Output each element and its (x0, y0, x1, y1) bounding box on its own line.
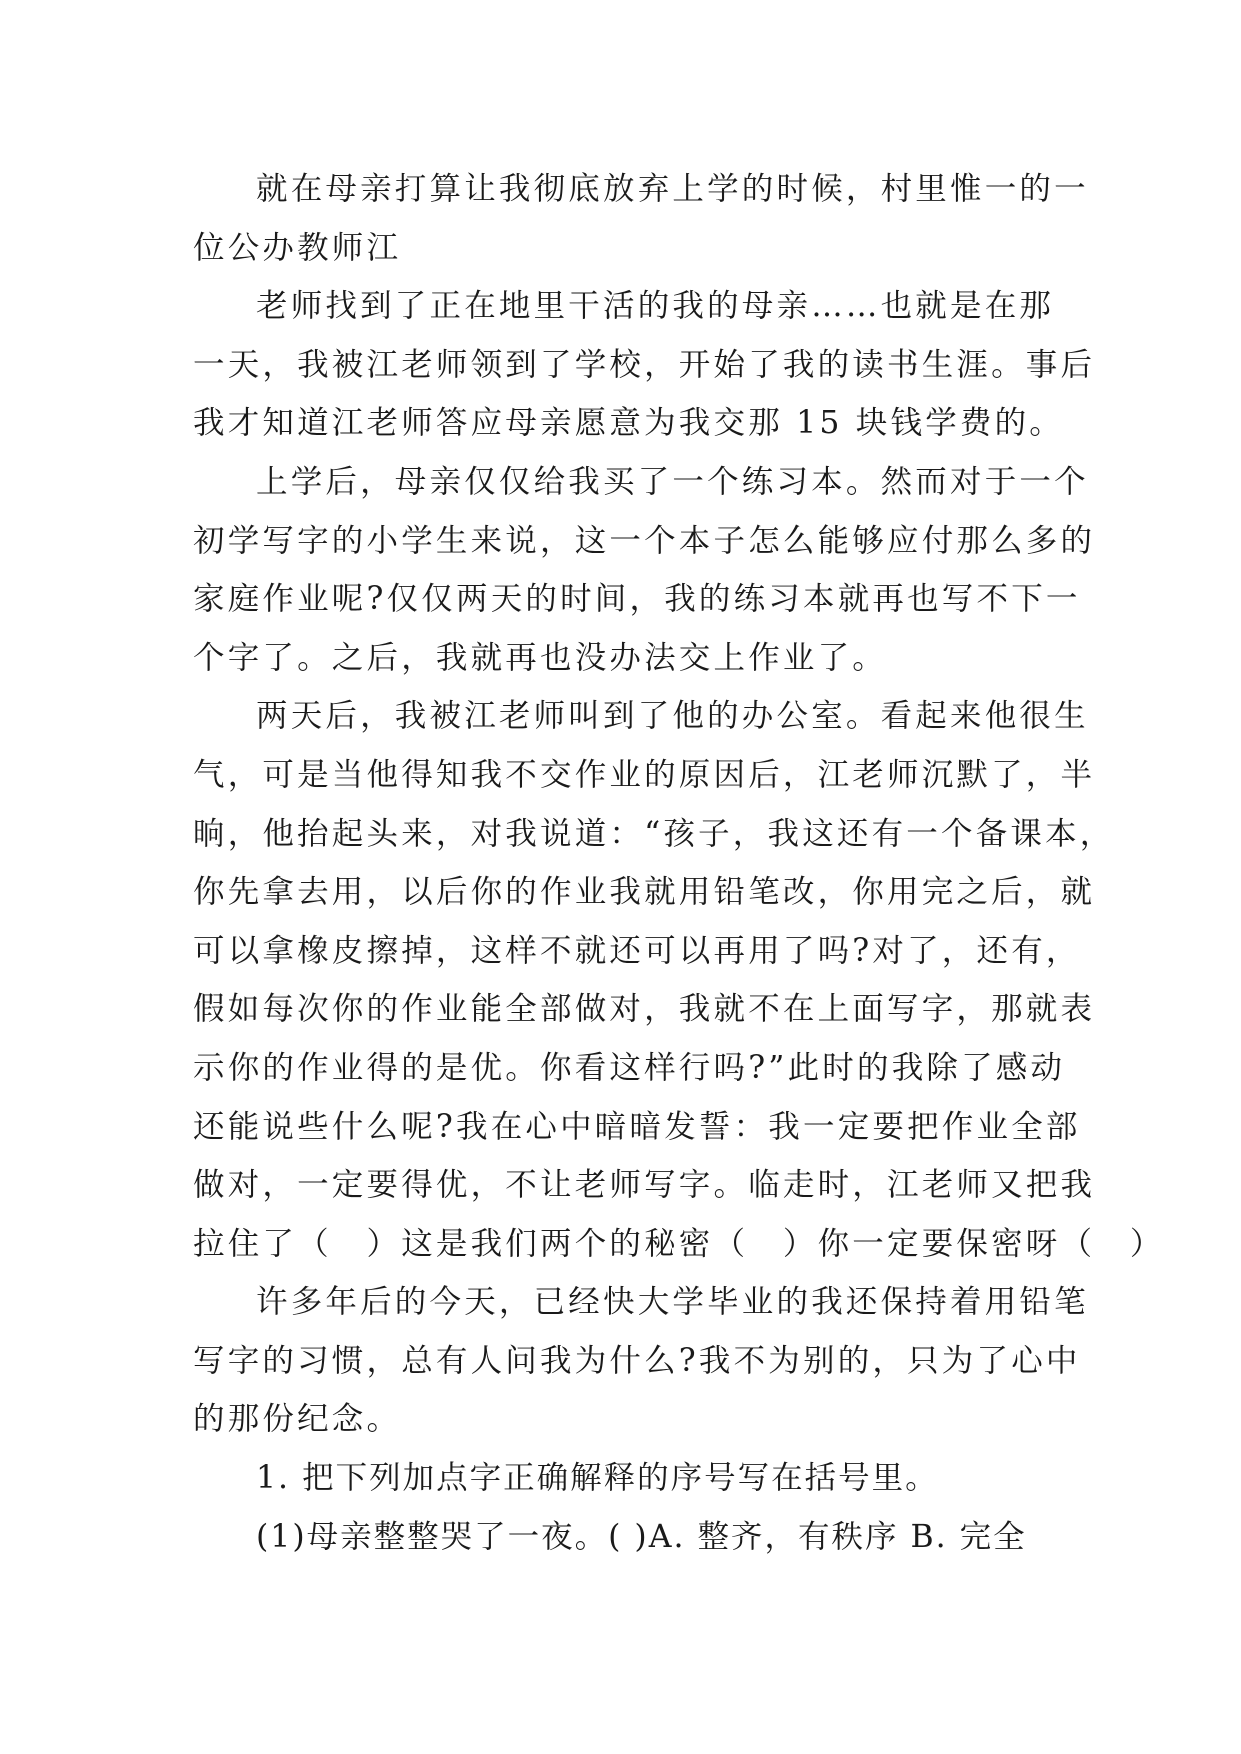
text-line: 老师找到了正在地里干活的我的母亲……也就是在那 (256, 288, 1055, 325)
text-line: 假如每次你的作业能全部做对，我就不在上面写字，那就表 (193, 991, 1096, 1028)
text-line: 两天后，我被江老师叫到了他的办公室。看起来他很生 (256, 698, 1089, 735)
question-1-item-1 (193, 1508, 1063, 1567)
text-line: 你先拿去用，以后你的作业我就用铅笔改，你用完之后，就 (193, 874, 1096, 911)
text-line: 就在母亲打算让我彻底放弃上学的时候，村里惟一的一 (256, 171, 1089, 207)
paragraph-5 (193, 1273, 1089, 1449)
text-line: 做对，一定要得优，不让老师写字。临走时，江老师又把我 (193, 1167, 1096, 1204)
paragraph-3 (193, 453, 1096, 687)
text-line: 的那份纪念。 (193, 1401, 402, 1438)
text-line: 我才知道江老师答应母亲愿意为我交那 15 块钱学费的。 (193, 405, 1065, 442)
text-line: 上学后，母亲仅仅给我买了一个练习本。然而对于一个 (256, 463, 1089, 500)
text-line: 个字了。之后，我就再也没办法交上作业了。 (193, 639, 888, 676)
document-body (193, 160, 1165, 1566)
text-line: 家庭作业呢?仅仅两天的时间，我的练习本就再也写不下一 (193, 581, 1081, 618)
text-line: 位公办教师江 (193, 229, 402, 266)
paragraph-4 (193, 687, 1165, 1273)
text-line: 许多年后的今天，已经快大学毕业的我还保持着用铅笔 (256, 1284, 1089, 1321)
text-line: 还能说些什么呢?我在心中暗暗发誓：我一定要把作业全部 (193, 1108, 1081, 1145)
text-line: 拉住了（ ）这是我们两个的秘密（ ）你一定要保密呀（ ） (193, 1225, 1165, 1262)
text-line: (1)母亲整整哭了一夜。( )A. 整齐，有秩序 B. 完全 (256, 1518, 1027, 1555)
paragraph-2 (193, 277, 1096, 453)
text-line: 可以拿橡皮擦掉，这样不就还可以再用了吗?对了，还有， (193, 932, 1081, 969)
question-1-instruction (193, 1449, 1063, 1508)
text-line: 气，可是当他得知我不交作业的原因后，江老师沉默了，半 (193, 756, 1096, 793)
text-line: 一天，我被江老师领到了学校，开始了我的读书生涯。事后 (193, 346, 1096, 383)
text-line: 示你的作业得的是优。你看这样行吗?”此时的我除了感动 (193, 1049, 1066, 1086)
text-line: 晌，他抬起头来，对我说道：“孩子，我这还有一个备课本， (193, 815, 1115, 852)
text-line: 初学写字的小学生来说，这一个本子怎么能够应付那么多的 (193, 522, 1096, 559)
paragraph-1 (193, 160, 1089, 277)
text-line: 写字的习惯，总有人问我为什么?我不为别的，只为了心中 (193, 1342, 1081, 1379)
text-line: 1. 把下列加点字正确解释的序号写在括号里。 (256, 1460, 939, 1497)
